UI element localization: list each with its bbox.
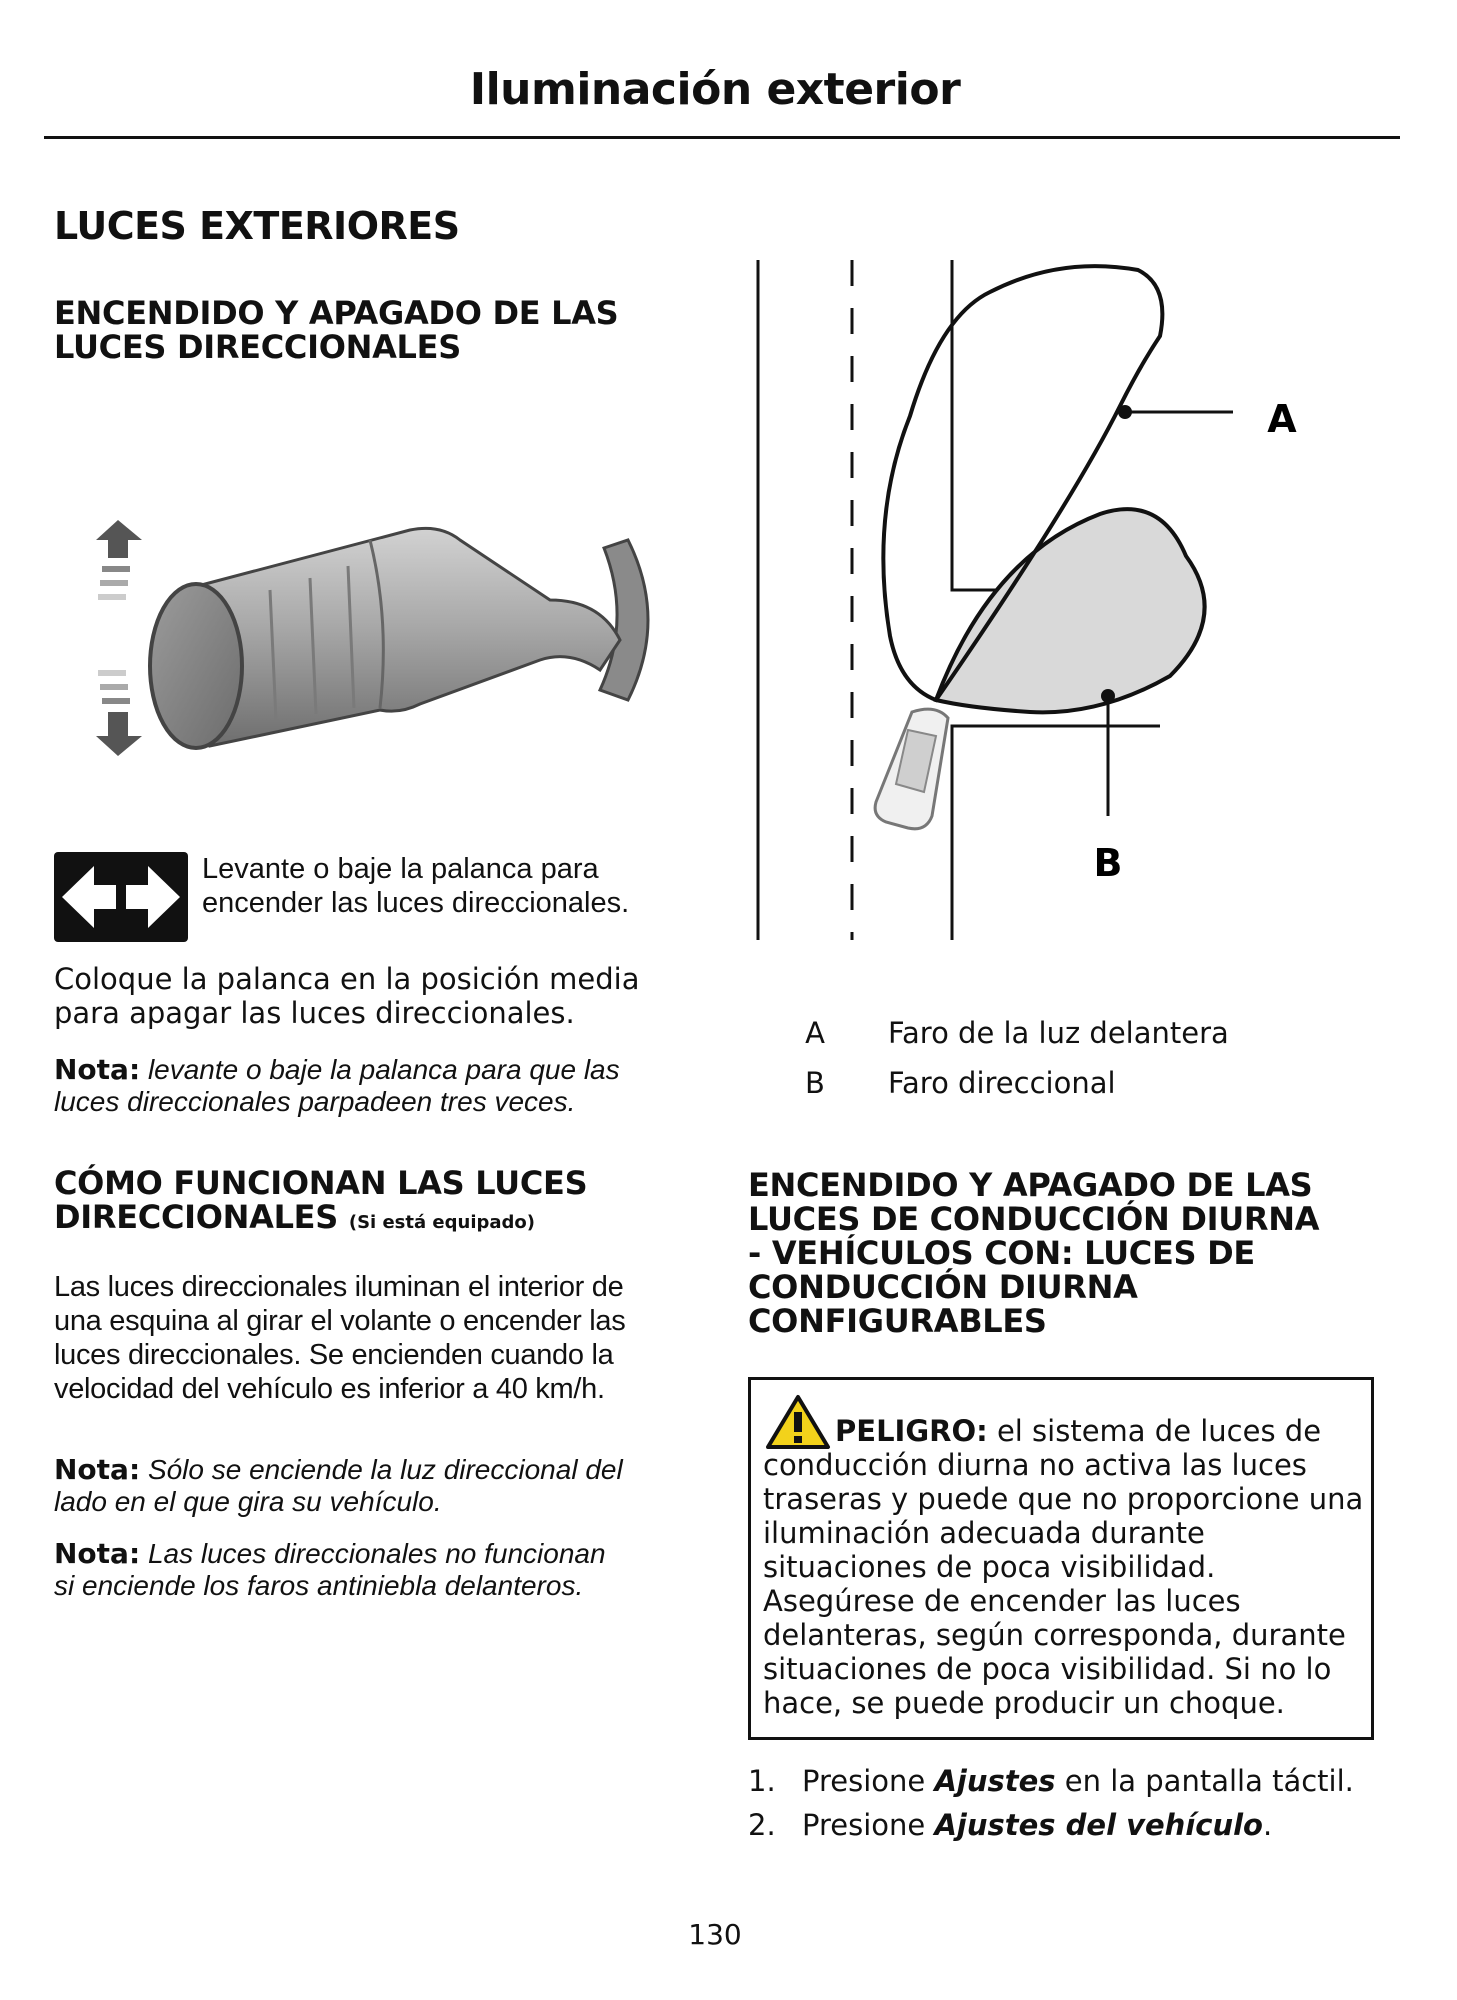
title-divider: [44, 136, 1400, 139]
step-post: en la pantalla táctil.: [1055, 1764, 1354, 1798]
legend-text: Faro direccional: [888, 1066, 1116, 1100]
note-text-line1: levante o baje la palanca para que las: [147, 1054, 620, 1085]
warning-line3: traseras y puede que no proporcione una: [763, 1482, 1364, 1516]
note-text-line2: luces direccionales parpadeen tres veces.: [54, 1086, 576, 1117]
warning-text: [763, 1414, 1375, 1720]
note2-label: Nota:: [54, 1537, 141, 1570]
step-post: .: [1262, 1808, 1273, 1842]
diagram-label-b: B: [1093, 841, 1123, 885]
legend-key: A: [805, 1016, 825, 1050]
turn-signal-heading: [54, 296, 618, 364]
warning-line1: el sistema de luces de: [996, 1414, 1322, 1448]
turn-off-line2: para apagar las luces direccionales.: [54, 996, 575, 1030]
note2-line1: Las luces direccionales no funcionan: [147, 1538, 606, 1569]
diagram-label-a: A: [1267, 397, 1297, 441]
turn-signal-instruction-line2: encender las luces direccionales.: [202, 887, 630, 919]
note2-line2: si enciende los faros antiniebla delanteros.: [54, 1570, 584, 1601]
how-lights-work-para-line4: velocidad del vehículo es inferior a 40 km/h.: [54, 1373, 605, 1405]
section-heading: LUCES EXTERIORES: [54, 204, 460, 248]
turn-signal-lever-illustration: [80, 500, 680, 780]
beam-pattern-diagram: [740, 256, 1380, 946]
warning-line6: Asegúrese de encender las luces: [763, 1584, 1241, 1618]
turn-off-line1: Coloque la palanca en la posición media: [54, 962, 640, 996]
drl-heading-line3: - VEHÍCULOS CON: LUCES DE: [748, 1234, 1255, 1272]
turn-signal-heading-line1: ENCENDIDO Y APAGADO DE LAS: [54, 294, 619, 332]
warning-line2: conducción diurna no activa las luces: [763, 1448, 1307, 1482]
note1-label: Nota:: [54, 1453, 141, 1486]
warning-line8: situaciones de poca visibilidad. Si no lo: [763, 1652, 1332, 1686]
step-pre: Presione: [802, 1764, 935, 1798]
turn-off-paragraph: [54, 962, 639, 1030]
how-lights-work-line2: DIRECCIONALES: [54, 1198, 338, 1236]
note1-line2: lado en el que gira su vehículo.: [54, 1486, 442, 1517]
drl-heading-line5: CONFIGURABLES: [748, 1302, 1047, 1340]
step-bold: Ajustes del vehículo: [934, 1808, 1263, 1842]
up-arrow-icon: [96, 520, 142, 600]
how-lights-work-para-line1: Las luces direccionales iluminan el interior de: [54, 1271, 624, 1303]
note-fog-lights: [54, 1538, 606, 1602]
drl-heading-line2: LUCES DE CONDUCCIÓN DIURNA: [748, 1200, 1320, 1238]
note-three-flashes: [54, 1054, 620, 1118]
turn-signal-heading-line2: LUCES DIRECCIONALES: [54, 328, 461, 366]
step-number: 1.: [748, 1764, 776, 1798]
step-number: 2.: [748, 1808, 776, 1842]
page-title: Iluminación exterior: [469, 64, 961, 115]
how-lights-work-line1: CÓMO FUNCIONAN LAS LUCES: [54, 1164, 588, 1202]
drl-heading-line4: CONDUCCIÓN DIURNA: [748, 1268, 1138, 1306]
legend-text: Faro de la luz delantera: [888, 1016, 1229, 1050]
vehicle-icon: [875, 709, 948, 829]
step-bold: Ajustes: [934, 1764, 1056, 1798]
danger-warning-box: [748, 1377, 1374, 1740]
how-lights-work-heading: [54, 1166, 587, 1240]
drl-heading-line1: ENCENDIDO Y APAGADO DE LAS: [748, 1166, 1313, 1204]
turn-signal-instruction-line1: Levante o baje la palanca para: [202, 853, 599, 885]
page-number: 130: [688, 1918, 742, 1951]
warning-line5: situaciones de poca visibilidad.: [763, 1550, 1216, 1584]
step-pre: Presione: [802, 1808, 935, 1842]
how-lights-work-para-line3: luces direccionales. Se encienden cuando la: [54, 1339, 614, 1371]
warning-label: PELIGRO:: [835, 1414, 988, 1448]
note-label: Nota:: [54, 1053, 141, 1086]
turn-signal-instruction: [202, 852, 629, 920]
drl-heading: [748, 1168, 1319, 1338]
warning-line7: delanteras, según corresponda, durante: [763, 1618, 1346, 1652]
how-lights-work-paragraph: [54, 1270, 625, 1406]
note-one-side: [54, 1454, 623, 1518]
equipped-suffix: (Si está equipado): [348, 1212, 535, 1233]
how-lights-work-para-line2: una esquina al girar el volante o encender las: [54, 1305, 626, 1337]
turn-signal-arrows-icon: [54, 852, 188, 942]
legend-key: B: [805, 1066, 825, 1100]
down-arrow-icon: [96, 670, 142, 756]
note1-line1: Sólo se enciende la luz direccional del: [147, 1454, 623, 1485]
warning-line4: iluminación adecuada durante: [763, 1516, 1205, 1550]
warning-line9: hace, se puede producir un choque.: [763, 1686, 1285, 1720]
